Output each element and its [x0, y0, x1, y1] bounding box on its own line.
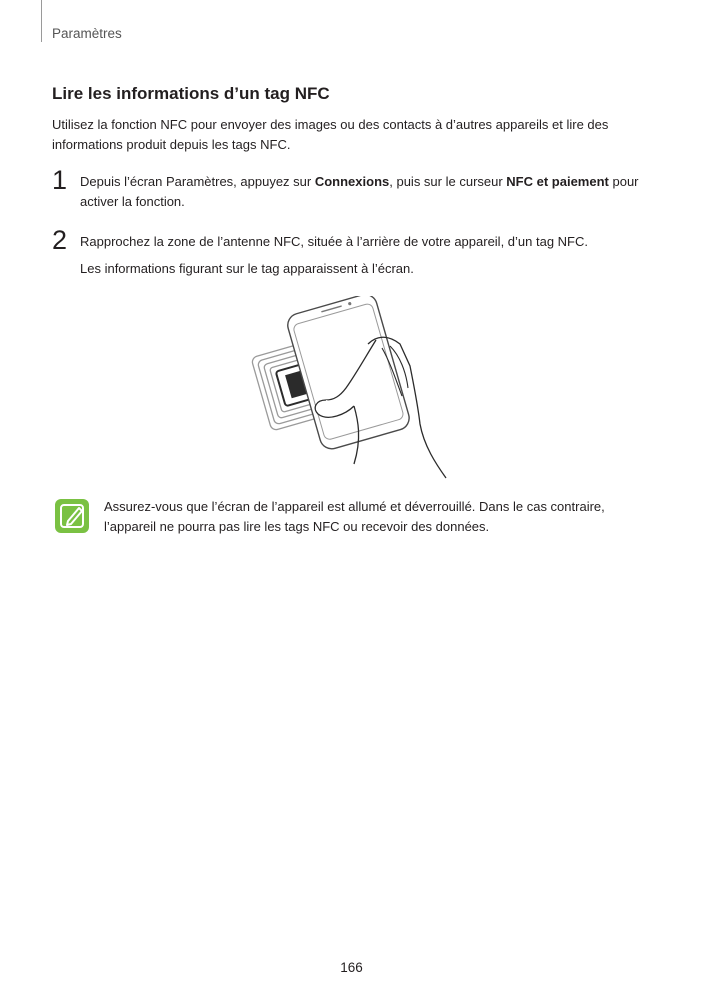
step-bold-connexions: Connexions — [314, 174, 390, 189]
section-label: Paramètres — [52, 26, 122, 41]
step-text — [80, 172, 655, 212]
step-subtext: Les informations figurant sur le tag apparaissent à l’écran. — [80, 261, 414, 276]
step-text-part: Depuis l’écran Paramètres, appuyez sur — [80, 174, 315, 189]
step-bold-nfc: NFC et paiement — [506, 174, 609, 189]
step-number: 1 — [52, 165, 68, 195]
step-number: 2 — [52, 225, 68, 255]
note-pencil-icon — [55, 499, 89, 533]
step-text: Rapprochez la zone de l’antenne NFC, située à l’arrière de votre appareil, d’un tag NFC. — [80, 234, 588, 249]
step-text-part: pour activer la fonction. — [80, 174, 639, 209]
header-divider — [41, 0, 42, 42]
note-text: Assurez-vous que l’écran de l’appareil est allumé et déverrouillé. Dans le cas contraire, l’appareil ne pourra pas lire les tags NFC ou recevoir des données. — [104, 499, 605, 534]
step-text-part: , puis sur le curseur — [389, 174, 507, 189]
intro-paragraph: Utilisez la fonction NFC pour envoyer des images ou des contacts à d’autres appareils et lire des informations produit depuis les tags NFC. — [52, 117, 609, 152]
page-number: 166 — [340, 960, 363, 975]
phone-hand-nfc-tag-illustration — [250, 296, 450, 482]
page-title: Lire les informations d’un tag NFC — [52, 84, 330, 103]
